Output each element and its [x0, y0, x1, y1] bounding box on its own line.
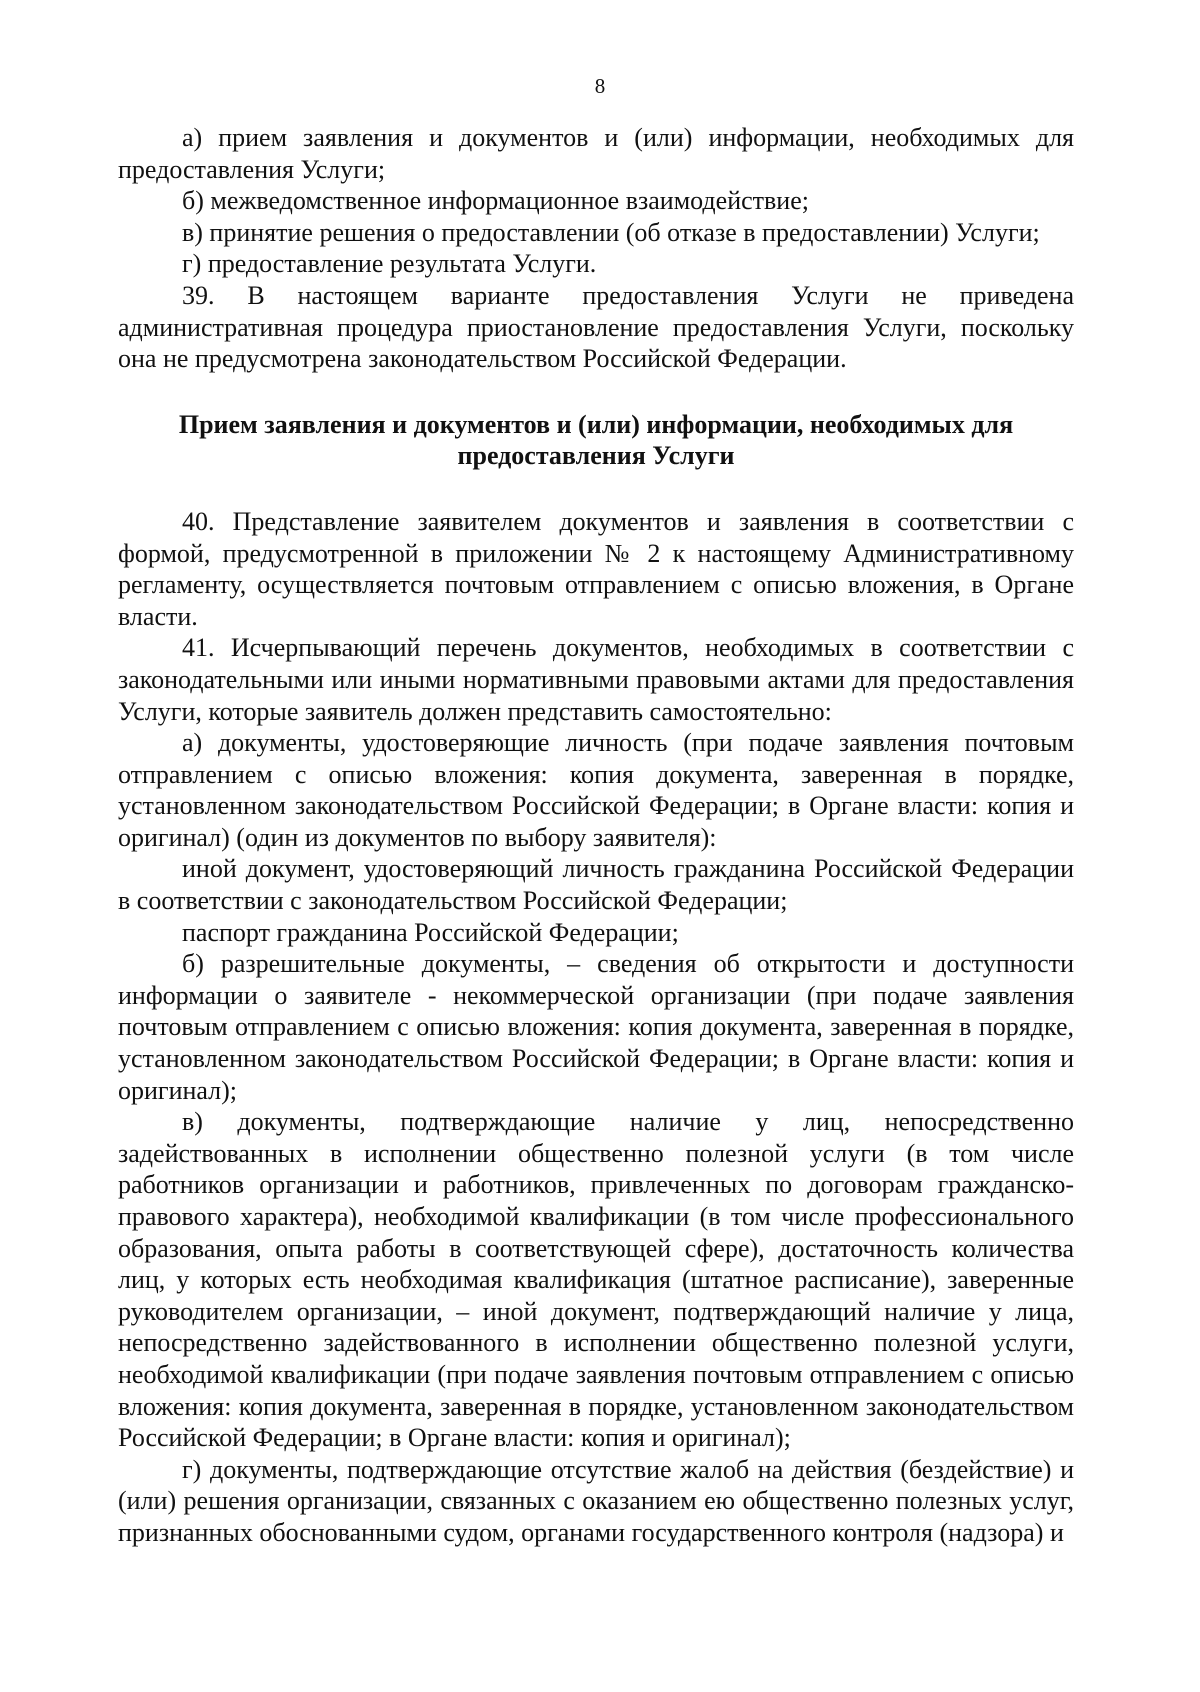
paragraph-41-item-a-option-2: паспорт гражданина Российской Федерации;	[182, 917, 679, 947]
section-heading	[118, 409, 1074, 472]
paragraph-41-item-g: г) документы, подтверждающие отсутствие жалоб на действия (бездействие) и (или) решения организации, связанных с оказанием ею общественно полезных услуг, признанных обоснованными судом, органами государственного контроля (надзора) и	[118, 1454, 1074, 1547]
paragraph-39: 39. В настоящем варианте предоставления Услуги не приведена административная процедура приостановление предоставления Услуги, поскольку она не предусмотрена законодательством Российской Федерации.	[118, 280, 1074, 374]
paragraph-41-item-b: б) разрешительные документы, – сведения об открытости и доступности информации о заявителе - некоммерческой организации (при подаче заявления почтовым отправлением с описью вложения: копия документа, заверенная в порядке, установленном законодательством Российской Федерации; в Органе власти: копия и оригинал);	[118, 949, 1074, 1105]
section-heading-line-2: предоставления Услуги	[457, 441, 735, 471]
list-item-v: в) принятие решения о предоставлении (об отказе в предоставлении) Услуги;	[182, 217, 1040, 247]
paragraph-41-item-a: а) документы, удостоверяющие личность (при подаче заявления почтовым отправлением с описью вложения: копия документа, заверенная в порядке, установленном законодательством Российской Федерации; в Органе власти: копия и оригинал) (один из документов по выбору заявителя):	[118, 728, 1074, 852]
paragraph-41-item-v: в) документы, подтверждающие наличие у лиц, непосредственно задействованных в исполнении общественно полезной услуги (в том числе работников организации и работников, привлеченных по договорам гражданско-правового характера), необходимой квалификации (в том числе профессионального образования, опыта работы в соответствующей сфере), достаточность количества лиц, у которых есть необходимая квалификация (штатное расписание), заверенные руководителем организации, – иной документ, подтверждающий наличие у лица, непосредственно задействованного в исполнении общественно полезной услуги, необходимой квалификации (при подаче заявления почтовым отправлением с описью вложения: копия документа, заверенная в порядке, установленном законодательством Российской Федерации; в Органе власти: копия и оригинал);	[118, 1107, 1074, 1453]
document-body	[118, 122, 1074, 1549]
paragraph-41: 41. Исчерпывающий перечень документов, необходимых в соответствии с законодательными или иными нормативными правовыми актами для предоставления Услуги, которые заявитель должен представить самостоятельно:	[118, 633, 1074, 726]
list-item-a: а) прием заявления и документов и (или) информации, необходимых для предоставления Услуги;	[118, 123, 1074, 184]
page-number: 8	[594, 74, 606, 98]
list-item-b: б) межведомственное информационное взаимодействие;	[182, 186, 809, 216]
paragraph-40: 40. Представление заявителем документов и заявления в соответствии с формой, предусмотренной в приложении № 2 к настоящему Административному регламенту, осуществляется почтовым отправлением с описью вложения, в Органе власти.	[118, 506, 1074, 631]
section-heading-line-1: Прием заявления и документов и (или) информации, необходимых для	[178, 409, 1014, 439]
paragraph-41-item-a-option-1: иной документ, удостоверяющий личность гражданина Российской Федерации в соответствии с законодательством Российской Федерации;	[118, 854, 1074, 916]
list-item-g: г) предоставление результата Услуги.	[182, 249, 597, 279]
